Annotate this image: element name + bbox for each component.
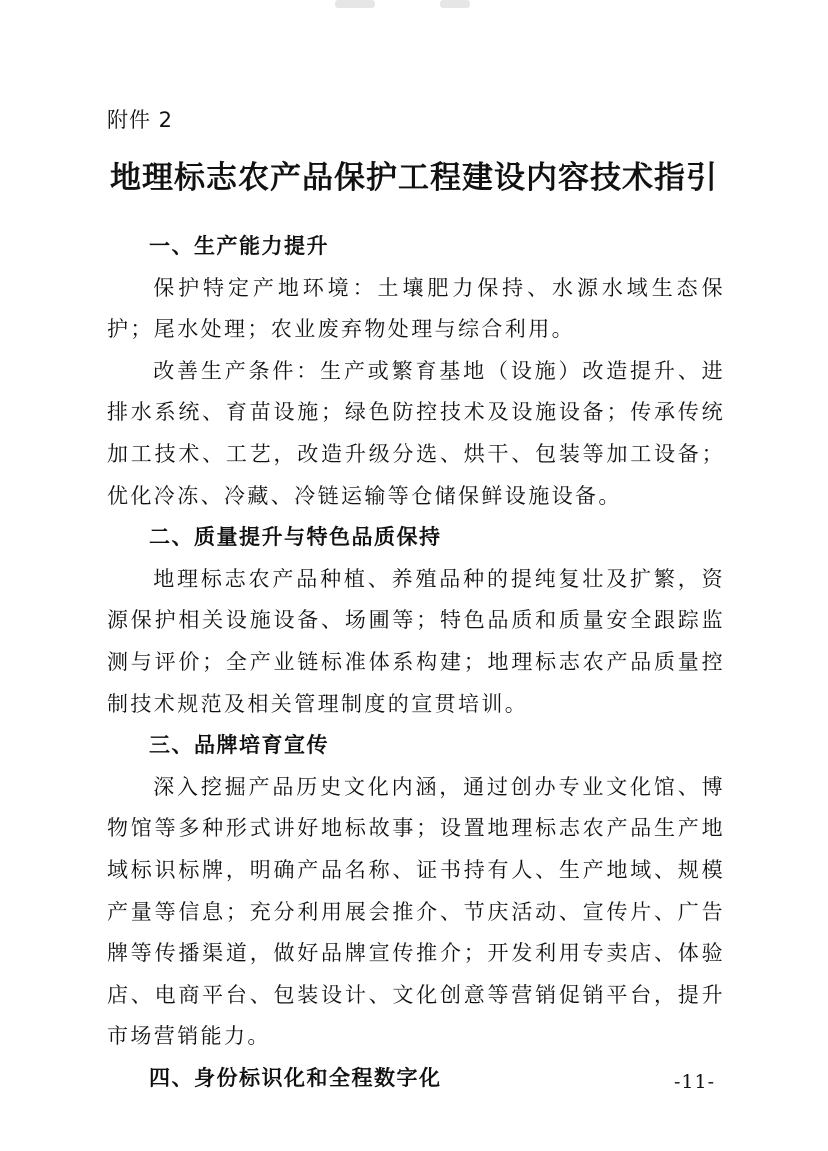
section-heading: 四、身份标识化和全程数字化 bbox=[149, 1065, 442, 1090]
section-paragraph: 地理标志农产品种植、养殖品种的提纯复壮及扩繁，资源保护相关设施设备、场圃等；特色品质和质量安全跟踪监测与评价；全产业链标准体系构建；地理标志农产品质量控制技术规范及相关管理制度的宣贯培训。 bbox=[107, 566, 725, 716]
section-heading: 三、品牌培育宣传 bbox=[149, 733, 329, 758]
section-heading: 二、质量提升与特色品质保持 bbox=[149, 525, 442, 550]
scan-mark bbox=[335, 0, 375, 8]
section-paragraph: 保护特定产地环境：土壤肥力保持、水源水域生态保护；尾水处理；农业废弃物处理与综合利用。 bbox=[107, 275, 725, 342]
section-paragraph: 改善生产条件：生产或繁育基地（设施）改造提升、进排水系统、育苗设施；绿色防控技术及设施设备；传承传统加工技术、工艺，改造升级分选、烘干、包装等加工设备；优化冷冻、冷藏、冷链运输等仓储保鲜设施设备。 bbox=[107, 358, 725, 508]
attachment-label: 附件 2 bbox=[107, 108, 174, 132]
document-body bbox=[107, 226, 725, 1099]
section-paragraph: 深入挖掘产品历史文化内涵，通过创办专业文化馆、博物馆等多种形式讲好地标故事；设置地理标志农产品生产地域标识标牌，明确产品名称、证书持有人、生产地域、规模产量等信息；充分利用展会推介、节庆活动、宣传片、广告牌等传播渠道，做好品牌宣传推介；开发利用专卖店、体验店、电商平台、包装设计、文化创意等营销促销平台，提升市场营销能力。 bbox=[107, 774, 725, 1049]
document-title: 地理标志农产品保护工程建设内容技术指引 bbox=[110, 160, 718, 196]
scan-mark bbox=[440, 0, 470, 8]
page-number: -11- bbox=[674, 1071, 716, 1093]
section-heading: 一、生产能力提升 bbox=[149, 234, 329, 258]
